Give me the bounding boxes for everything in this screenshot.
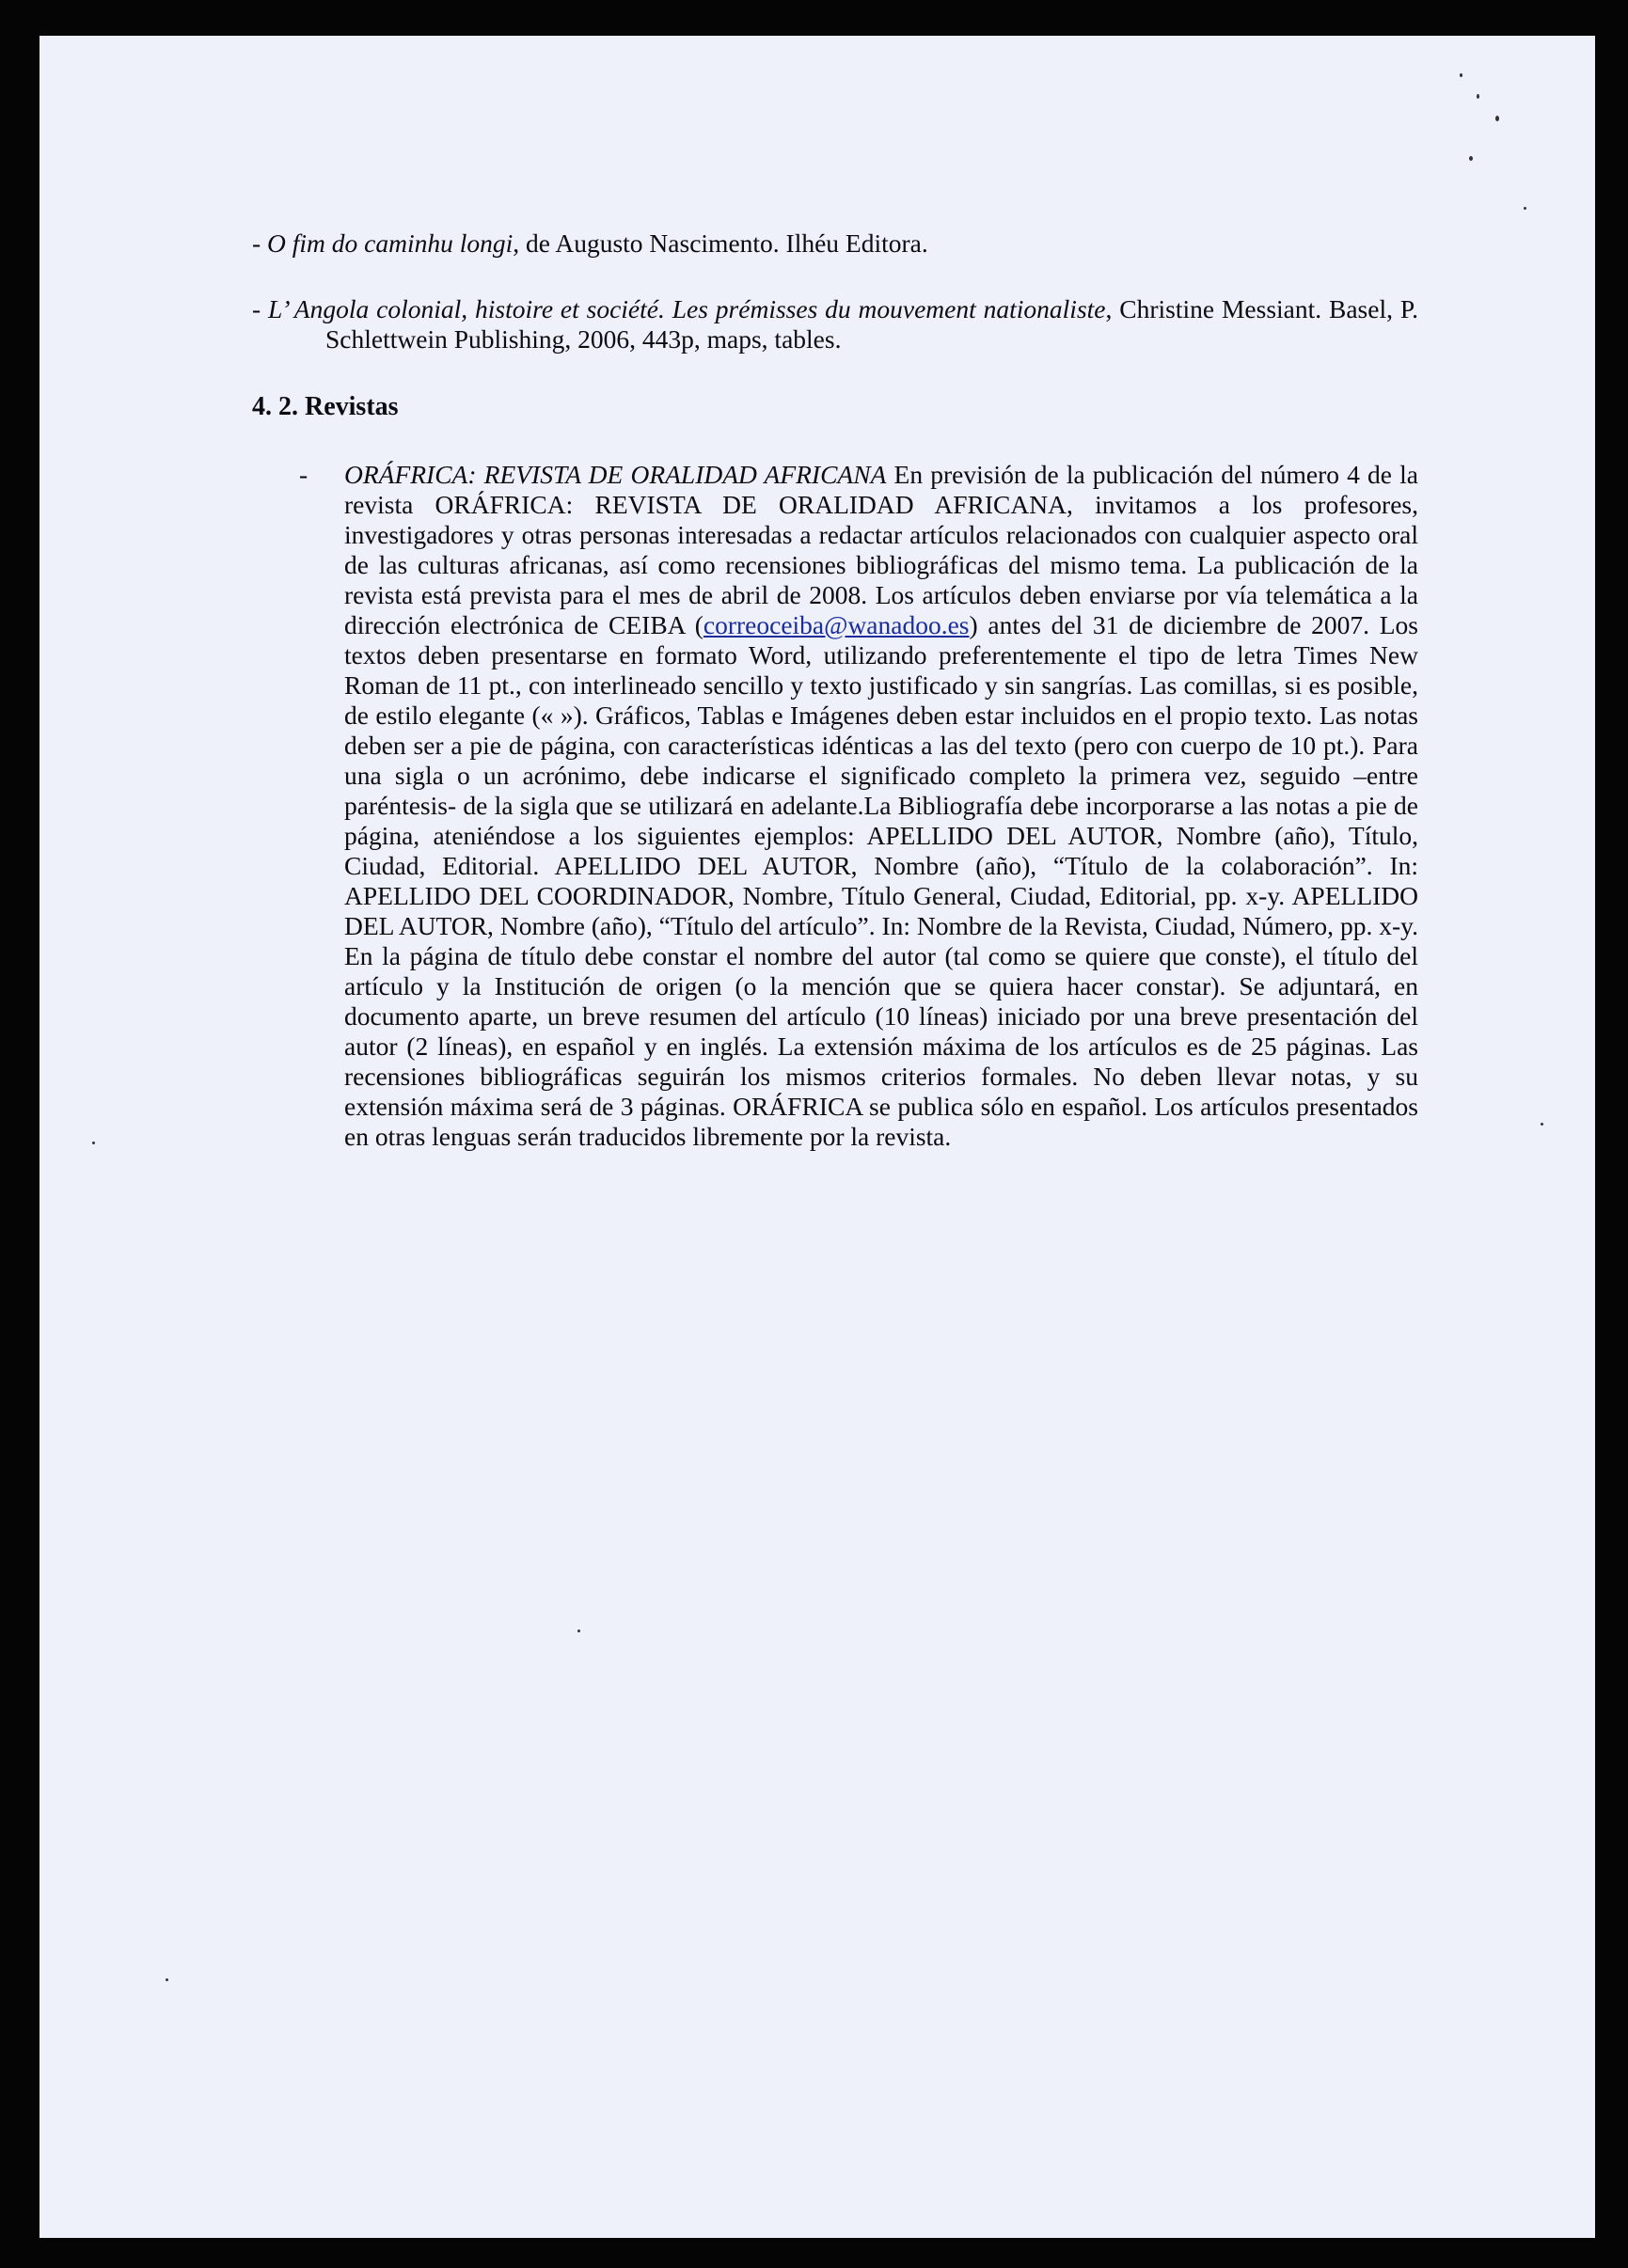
email-link[interactable]: correoceiba@wanadoo.es (703, 610, 970, 639)
entry-text: ) antes del 31 de diciembre de 2007. Los textos deben presentarse en formato Word, utilizando preferentemente el tipo de letra Times New Roman de 11 pt., con interlineado sencillo y texto justificado y sin sangrías. Las comillas, si es posible, de estilo elegante (« »). Gráficos, Tablas e Imágenes deben estar incluidos en el propio texto. Las notas deben ser a pie de página, con características idénticas a las del texto (pero con cuerpo de 10 pt.). Para una sigla o un acrónimo, debe indicarse el significado completo la primera vez, seguido –entre paréntesis- de la sigla que se utilizará en adelante.La Bibliografía debe incorporarse a las notas a pie de página, ateniéndose a los siguientes ejemplos: APELLIDO DEL AUTOR, Nombre (año), Título, Ciudad, Editorial. APELLIDO DEL AUTOR, Nombre (año), “Título de la colaboración”. In: APELLIDO DEL COORDINADOR, Nombre, Título General, Ciudad, Editorial, pp. x-y. APELLIDO DEL AUTOR, Nombre (año), “Título del artículo”. In: Nombre de la Revista, Ciudad, Número, pp. x-y. En la página de título debe constar el nombre del autor (tal como se quiere que conste), el título del artículo y la Institución de origen (o la mención que se quiera hacer constar). Se adjuntará, en documento aparte, un breve resumen del artículo (10 líneas) iniciado por una breve presentación del autor (2 líneas), en español y en inglés. La extensión máxima de los artículos es de 25 páginas. Las recensiones bibliográficas seguirán los mismos criterios formales. No deben llevar notas, y su extensión máxima será de 3 páginas. ORÁFRICA se publica sólo en español. Los artículos presentados en otras lenguas serán traducidos libremente por la revista. (344, 610, 1418, 1151)
reference-dash: - (252, 228, 268, 258)
scan-speck (577, 1630, 580, 1632)
scan-speck (1495, 116, 1499, 121)
scan-speck (1524, 207, 1526, 210)
journal-title: ORÁFRICA: REVISTA DE ORALIDAD AFRICANA (344, 460, 887, 489)
document-page (40, 36, 1595, 2238)
scan-speck (92, 1142, 95, 1144)
scan-speck (1477, 94, 1479, 99)
scan-speck (1460, 73, 1462, 77)
reference-title: O fim do caminhu longi (267, 228, 514, 258)
reference-details: , Christine Messiant. Basel, P. Schlettwein Publishing, 2006, 443p, maps, tables. (325, 294, 1418, 354)
entry-text: En previsión de la publicación del número 4 de la revista ORÁFRICA: REVISTA DE ORALIDAD AFRICANA, invitamos a los profesores, investigadores y otras personas interesadas a redactar artículos relacionados con cualquier aspecto oral de las culturas africanas, así como recensiones bibliográficas del mismo tema. La publicación de la revista está prevista para el mes de abril de 2008. Los artículos deben enviarse por vía telemática a la dirección electrónica de CEIBA ( (344, 460, 1418, 639)
section-heading: 4. 2. Revistas (252, 392, 399, 421)
journal-entry (252, 460, 1418, 1152)
scan-speck (1469, 156, 1473, 161)
reference-item (252, 294, 1418, 354)
entry-dash: - (299, 460, 308, 489)
document-body (252, 228, 1418, 1152)
scan-speck (1541, 1123, 1543, 1126)
scan-speck (166, 1978, 168, 1981)
reference-dash: - (252, 294, 269, 323)
reference-item (252, 228, 1418, 259)
reference-details: , de Augusto Nascimento. Ilhéu Editora. (513, 228, 928, 258)
reference-title: L’ Angola colonial, histoire et société. Les prémisses du mouvement nationaliste (268, 294, 1106, 323)
